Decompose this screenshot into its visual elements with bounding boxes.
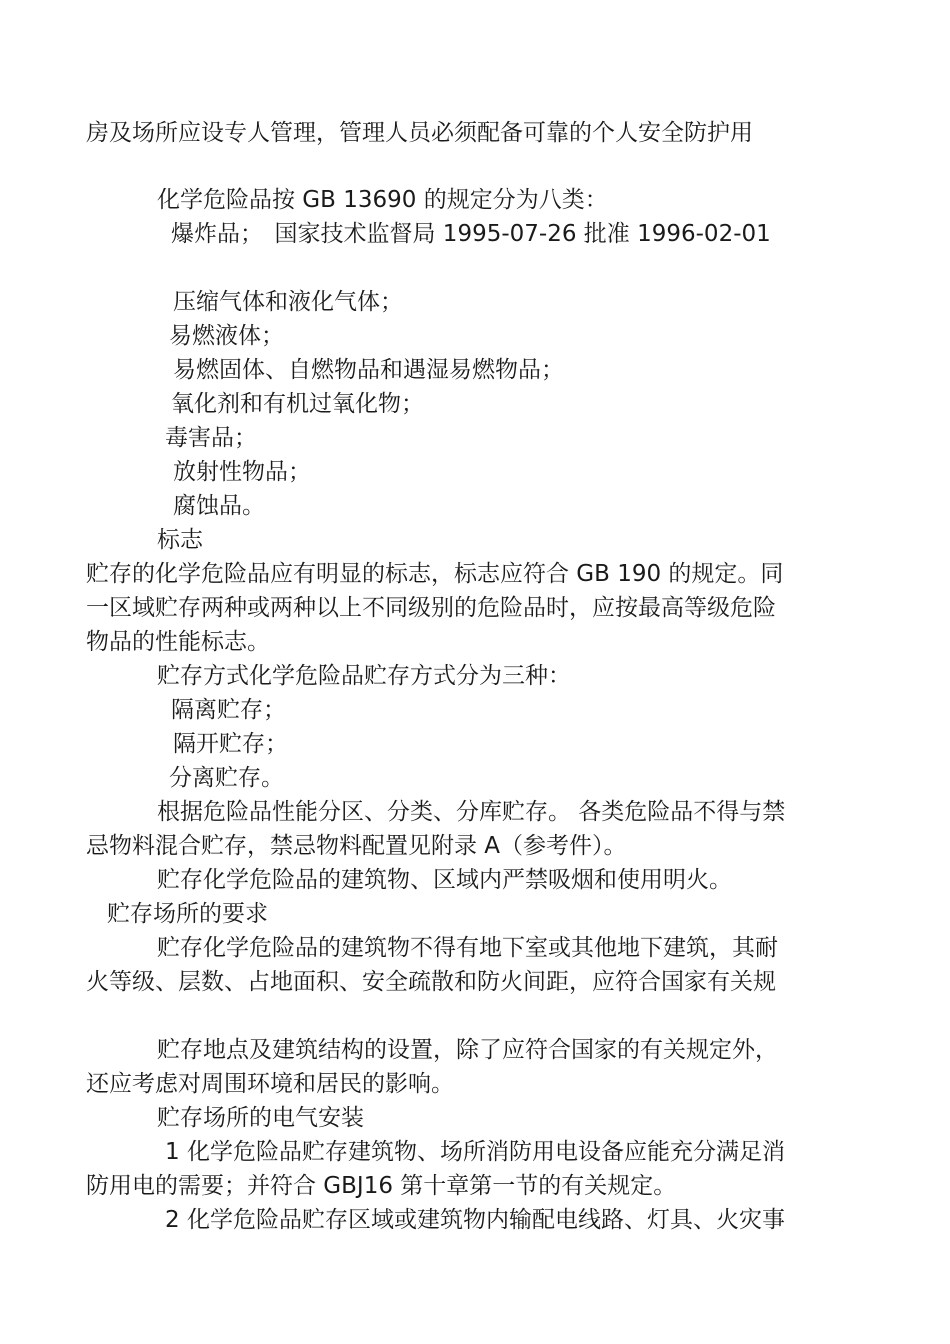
text-line: 爆炸品； 国家技术监督局 1995-07-26 批准 1996-02-01 <box>171 221 771 247</box>
text-line: 贮存化学危险品的建筑物、区域内严禁吸烟和使用明火。 <box>157 867 732 893</box>
text-line: 还应考虑对周围环境和居民的影响。 <box>86 1071 454 1097</box>
text-line: 物品的性能标志。 <box>86 629 270 655</box>
text-line: 忌物料混合贮存，禁忌物料配置见附录 A（参考件）。 <box>86 833 627 859</box>
text-line: 一区域贮存两种或两种以上不同级别的危险品时，应按最高等级危险 <box>86 595 776 621</box>
text-line: 贮存场所的电气安装 <box>157 1105 364 1131</box>
text-line: 贮存的化学危险品应有明显的标志，标志应符合 GB 190 的规定。同 <box>86 561 784 587</box>
text-line: 贮存方式化学危险品贮存方式分为三种： <box>157 663 571 689</box>
text-line: 火等级、层数、占地面积、安全疏散和防火间距，应符合国家有关规 <box>86 969 776 995</box>
text-line: 易燃固体、自燃物品和遇湿易燃物品； <box>173 357 564 383</box>
text-line: 根据危险品性能分区、分类、分库贮存。 各类危险品不得与禁 <box>157 799 786 825</box>
text-line: 标志 <box>157 527 203 553</box>
text-line: 压缩气体和液化气体； <box>173 289 403 315</box>
text-line: 放射性物品； <box>173 459 311 485</box>
text-line: 分离贮存。 <box>169 765 284 791</box>
text-line: 1 化学危险品贮存建筑物、场所消防用电设备应能充分满足消 <box>165 1139 785 1165</box>
text-line: 化学危险品按 GB 13690 的规定分为八类： <box>157 187 608 213</box>
text-line: 毒害品； <box>165 425 257 451</box>
text-line: 防用电的需要；并符合 GBJ16 第十章第一节的有关规定。 <box>86 1173 677 1199</box>
text-line: 氧化剂和有机过氧化物； <box>171 391 424 417</box>
text-line: 易燃液体； <box>169 323 284 349</box>
text-line: 隔离贮存； <box>171 697 286 723</box>
text-line: 贮存场所的要求 <box>107 901 268 927</box>
text-line: 贮存化学危险品的建筑物不得有地下室或其他地下建筑，其耐 <box>157 935 778 961</box>
text-line: 贮存地点及建筑结构的设置，除了应符合国家的有关规定外， <box>157 1037 778 1063</box>
text-line: 隔开贮存； <box>173 731 288 757</box>
text-line: 2 化学危险品贮存区域或建筑物内输配电线路、灯具、火灾事 <box>165 1207 785 1233</box>
text-line: 腐蚀品。 <box>173 493 265 519</box>
text-line: 房及场所应设专人管理，管理人员必须配备可靠的个人安全防护用 <box>86 120 753 146</box>
